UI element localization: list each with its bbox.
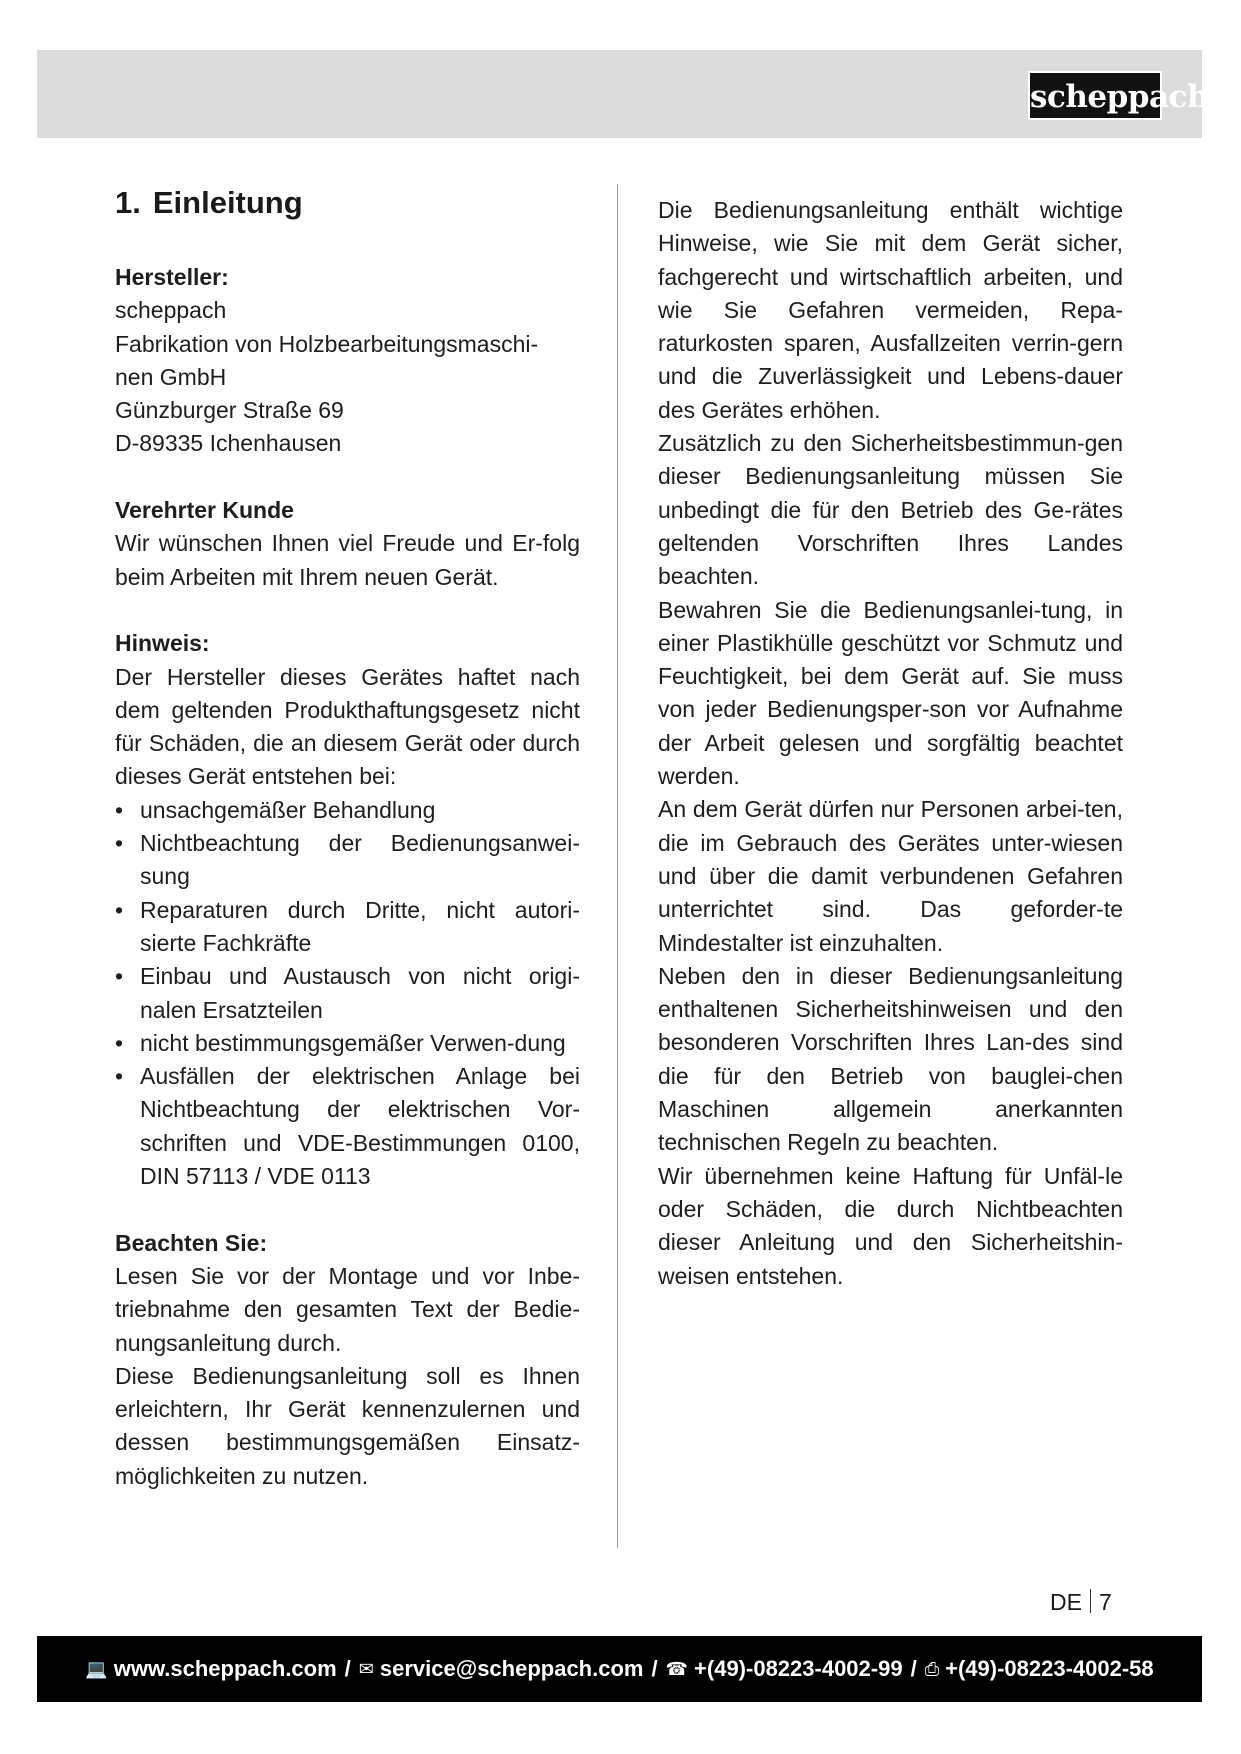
right-paragraph: Neben den in dieser Bedienungsanleitung enthaltenen Sicherheitshinweisen und den besonderen Vorschriften Ihres Lan-des sind die für den Betrieb von bauglei-chen Maschinen allgemein anerkannten technischen Regeln zu beachten. — [658, 962, 1123, 1156]
right-paragraph: Wir übernehmen keine Haftung für Unfäl-le oder Schäden, die durch Nichtbeachten dieser Anleitung und den Sicherheitshin-weisen entstehen. — [658, 1162, 1123, 1289]
hersteller-line: Fabrikation von Holzbearbeitungsmaschi- — [115, 330, 539, 357]
computer-icon: 💻 — [85, 1658, 108, 1680]
kunde-title: Verehrter Kunde — [115, 497, 294, 524]
footer-phone: +(49)-08223-4002-99 — [694, 1656, 903, 1681]
column-divider — [617, 184, 618, 1548]
footer-fax: +(49)-08223-4002-58 — [945, 1656, 1154, 1681]
fax-icon: ⎙ — [924, 1658, 940, 1680]
footer-website[interactable]: www.scheppach.com — [113, 1656, 337, 1681]
right-paragraph: Bewahren Sie die Bedienungsanlei-tung, in einer Plastikhülle geschützt vor Schmutz und Feuchtigkeit, bei dem Gerät auf. Sie muss von jeder Bedienungsper-son vor Aufnahme der Arbeit gelesen und sorgfältig beachtet werden. — [658, 596, 1123, 790]
heading-title: Einleitung — [152, 185, 303, 220]
list-item: • Ausfällen der elektrischen Anlage bei Nichtbeachtung der elektrischen Vor-schriften und VDE-Bestimmungen 0100, DIN 57113 / VDE 0113 — [115, 1060, 580, 1193]
hinweis-list — [115, 794, 580, 1194]
heading-number: 1. — [115, 185, 141, 220]
page-title — [115, 183, 580, 223]
phone-icon: ☎ — [665, 1658, 689, 1680]
list-item: • Einbau und Austausch von nicht origi-nalen Ersatzteilen — [115, 960, 580, 1027]
list-item: • Nichtbeachtung der Bedienungsanwei-sung — [115, 827, 580, 894]
page-number — [1050, 1587, 1112, 1617]
footer-bar — [37, 1636, 1202, 1702]
beachten-paragraph: Diese Bedienungsanleitung soll es Ihnen erleichtern, Ihr Gerät kennenzulernen und dessen bestimmungsgemäßen Einsatz-möglichkeiten zu nutzen. — [115, 1362, 580, 1489]
right-paragraph: Zusätzlich zu den Sicherheitsbestimmun-gen dieser Bedienungsanleitung müssen Sie unbedingt die für den Betrieb des Ge-rätes geltenden Vorschriften Ihres Landes beachten. — [658, 430, 1123, 590]
kunde-text: Wir wünschen Ihnen viel Freude und Er-folg beim Arbeiten mit Ihrem neuen Gerät. — [115, 530, 580, 590]
right-column — [658, 194, 1123, 1293]
right-paragraph: An dem Gerät dürfen nur Personen arbei-ten, die im Gebrauch des Gerätes unter-wiesen und über die damit verbundenen Gefahren unterrichtet sind. Das geforder-te Mindestalter ist einzuhalten. — [658, 796, 1123, 956]
list-item: • Reparaturen durch Dritte, nicht autori-sierte Fachkräfte — [115, 894, 580, 961]
list-item: • unsachgemäßer Behandlung — [115, 794, 580, 827]
hersteller-title: Hersteller: — [115, 264, 229, 290]
page-separator — [1090, 1589, 1091, 1613]
beachten-title: Beachten Sie: — [115, 1229, 268, 1256]
hersteller-line: Günzburger Straße 69 — [115, 397, 344, 424]
hersteller-line: scheppach — [115, 297, 227, 324]
envelope-icon: ✉ — [358, 1658, 374, 1680]
hersteller-line: D-89335 Ichenhausen — [115, 430, 342, 457]
page-lang: DE — [1050, 1589, 1082, 1615]
footer-separator: / — [651, 1656, 658, 1681]
hinweis-text: Der Hersteller dieses Gerätes haftet nach dem geltenden Produkthaftungsgesetz nicht für Schäden, die an diesem Gerät oder durch dieses Gerät entstehen bei: — [115, 663, 580, 790]
footer-separator: / — [910, 1656, 917, 1681]
page-number-value: 7 — [1098, 1589, 1112, 1615]
list-item: • nicht bestimmungsgemäßer Verwen-dung — [115, 1027, 580, 1060]
right-paragraph: Die Bedienungsanleitung enthält wichtige Hinweise, wie Sie mit dem Gerät sicher, fachgerecht und wirtschaftlich arbeiten, und wie Sie Gefahren vermeiden, Repa-raturkosten sparen, Ausfallzeiten verrin-gern und die Zuverlässigkeit und Lebens-dauer des Gerätes erhöhen. — [658, 197, 1123, 423]
beachten-paragraph: Lesen Sie vor der Montage und vor Inbe-triebnahme den gesamten Text der Bedie-nungsanleitung durch. — [115, 1262, 580, 1356]
hinweis-title: Hinweis: — [115, 630, 210, 657]
scheppach-logo: scheppach — [1028, 71, 1162, 120]
left-column — [115, 183, 580, 1493]
footer-email[interactable]: service@scheppach.com — [379, 1656, 644, 1681]
footer-separator: / — [344, 1656, 351, 1681]
hersteller-line: nen GmbH — [115, 363, 227, 390]
